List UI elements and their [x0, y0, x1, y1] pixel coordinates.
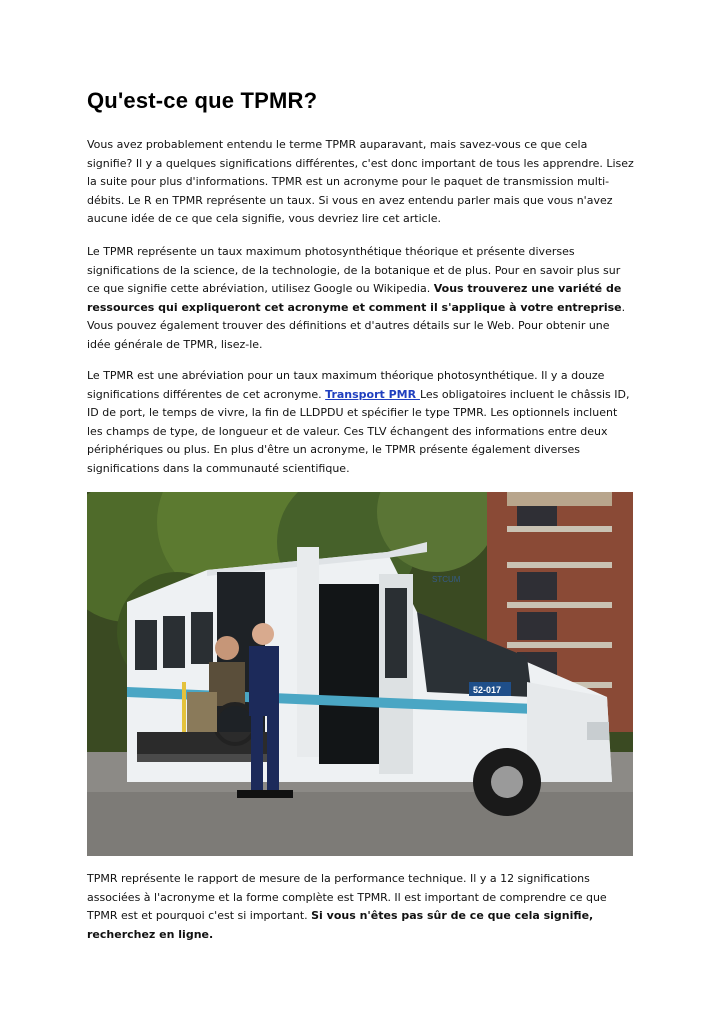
paragraph-performance [87, 870, 635, 944]
transport-pmr-link[interactable]: Transport PMR [325, 387, 420, 401]
paragraph-text: Le TPMR est une abréviation pour un taux maximum théorique photosynthétique. Il y a douze significations différentes de cet acronyme. [87, 369, 605, 401]
page-title: Qu'est-ce que TPMR? [87, 88, 318, 113]
accessible-bus-photo [87, 492, 633, 856]
bold-search-text: Si vous n'êtes pas sûr de ce que cela signifie, recherchez en ligne. [87, 909, 594, 941]
paragraph-text: Les obligatoires incluent le châssis ID, ID de port, le temps de vivre, la fin de LLDPDU et spécifier le type TPMR. Les optionnels incluent les champs de type, de longueur et de valeur. Ces TLV échangent des informations entre deux périphériques ou plus. En plus d'être un acronyme, le TPMR présente également diverses significations dans la communauté scientifique. [87, 387, 630, 475]
paragraph-definition [87, 243, 635, 355]
paragraph-text: . Vous pouvez également trouver des définitions et d'autres détails sur le Web. Pour obtenir une idée générale de TPMR, lisez-le. [87, 300, 626, 351]
bus-brand: STCUM [432, 575, 461, 584]
paragraph-text: Le TPMR représente un taux maximum photosynthétique théorique et présente diverses significations de la science, de la technologie, de la botanique et de plus. Pour en savoir plus sur ce que signifie cette abréviation, utilisez Google ou Wikipedia. [87, 245, 621, 296]
intro-paragraph: Vous avez probablement entendu le terme TPMR auparavant, mais savez-vous ce que cela signifie? Il y a quelques significations différentes, c'est donc important de tous les apprendre. Lisez la suite pour plus d'informations. TPMR est un acronyme pour le paquet de transmission multi-débits. Le R en TPMR représente un taux. Si vous en avez entendu parler mais que vous n'avez aucune idée de ce que cela signifie, vous devriez lire cet article. [87, 138, 634, 226]
paragraph-text: TPMR représente le rapport de mesure de la performance technique. Il y a 12 significations associées à l'acronyme et la forme complète est TPMR. Il est important de comprendre ce que TPMR est et pourquoi c'est si important. [87, 872, 607, 923]
bold-resources-text: Vous trouverez une variété de ressources qui expliqueront cet acronyme et comment il s'applique à votre entreprise [87, 282, 622, 314]
bus-number: 52-017 [473, 685, 502, 695]
paragraph-abbreviation [87, 367, 635, 479]
